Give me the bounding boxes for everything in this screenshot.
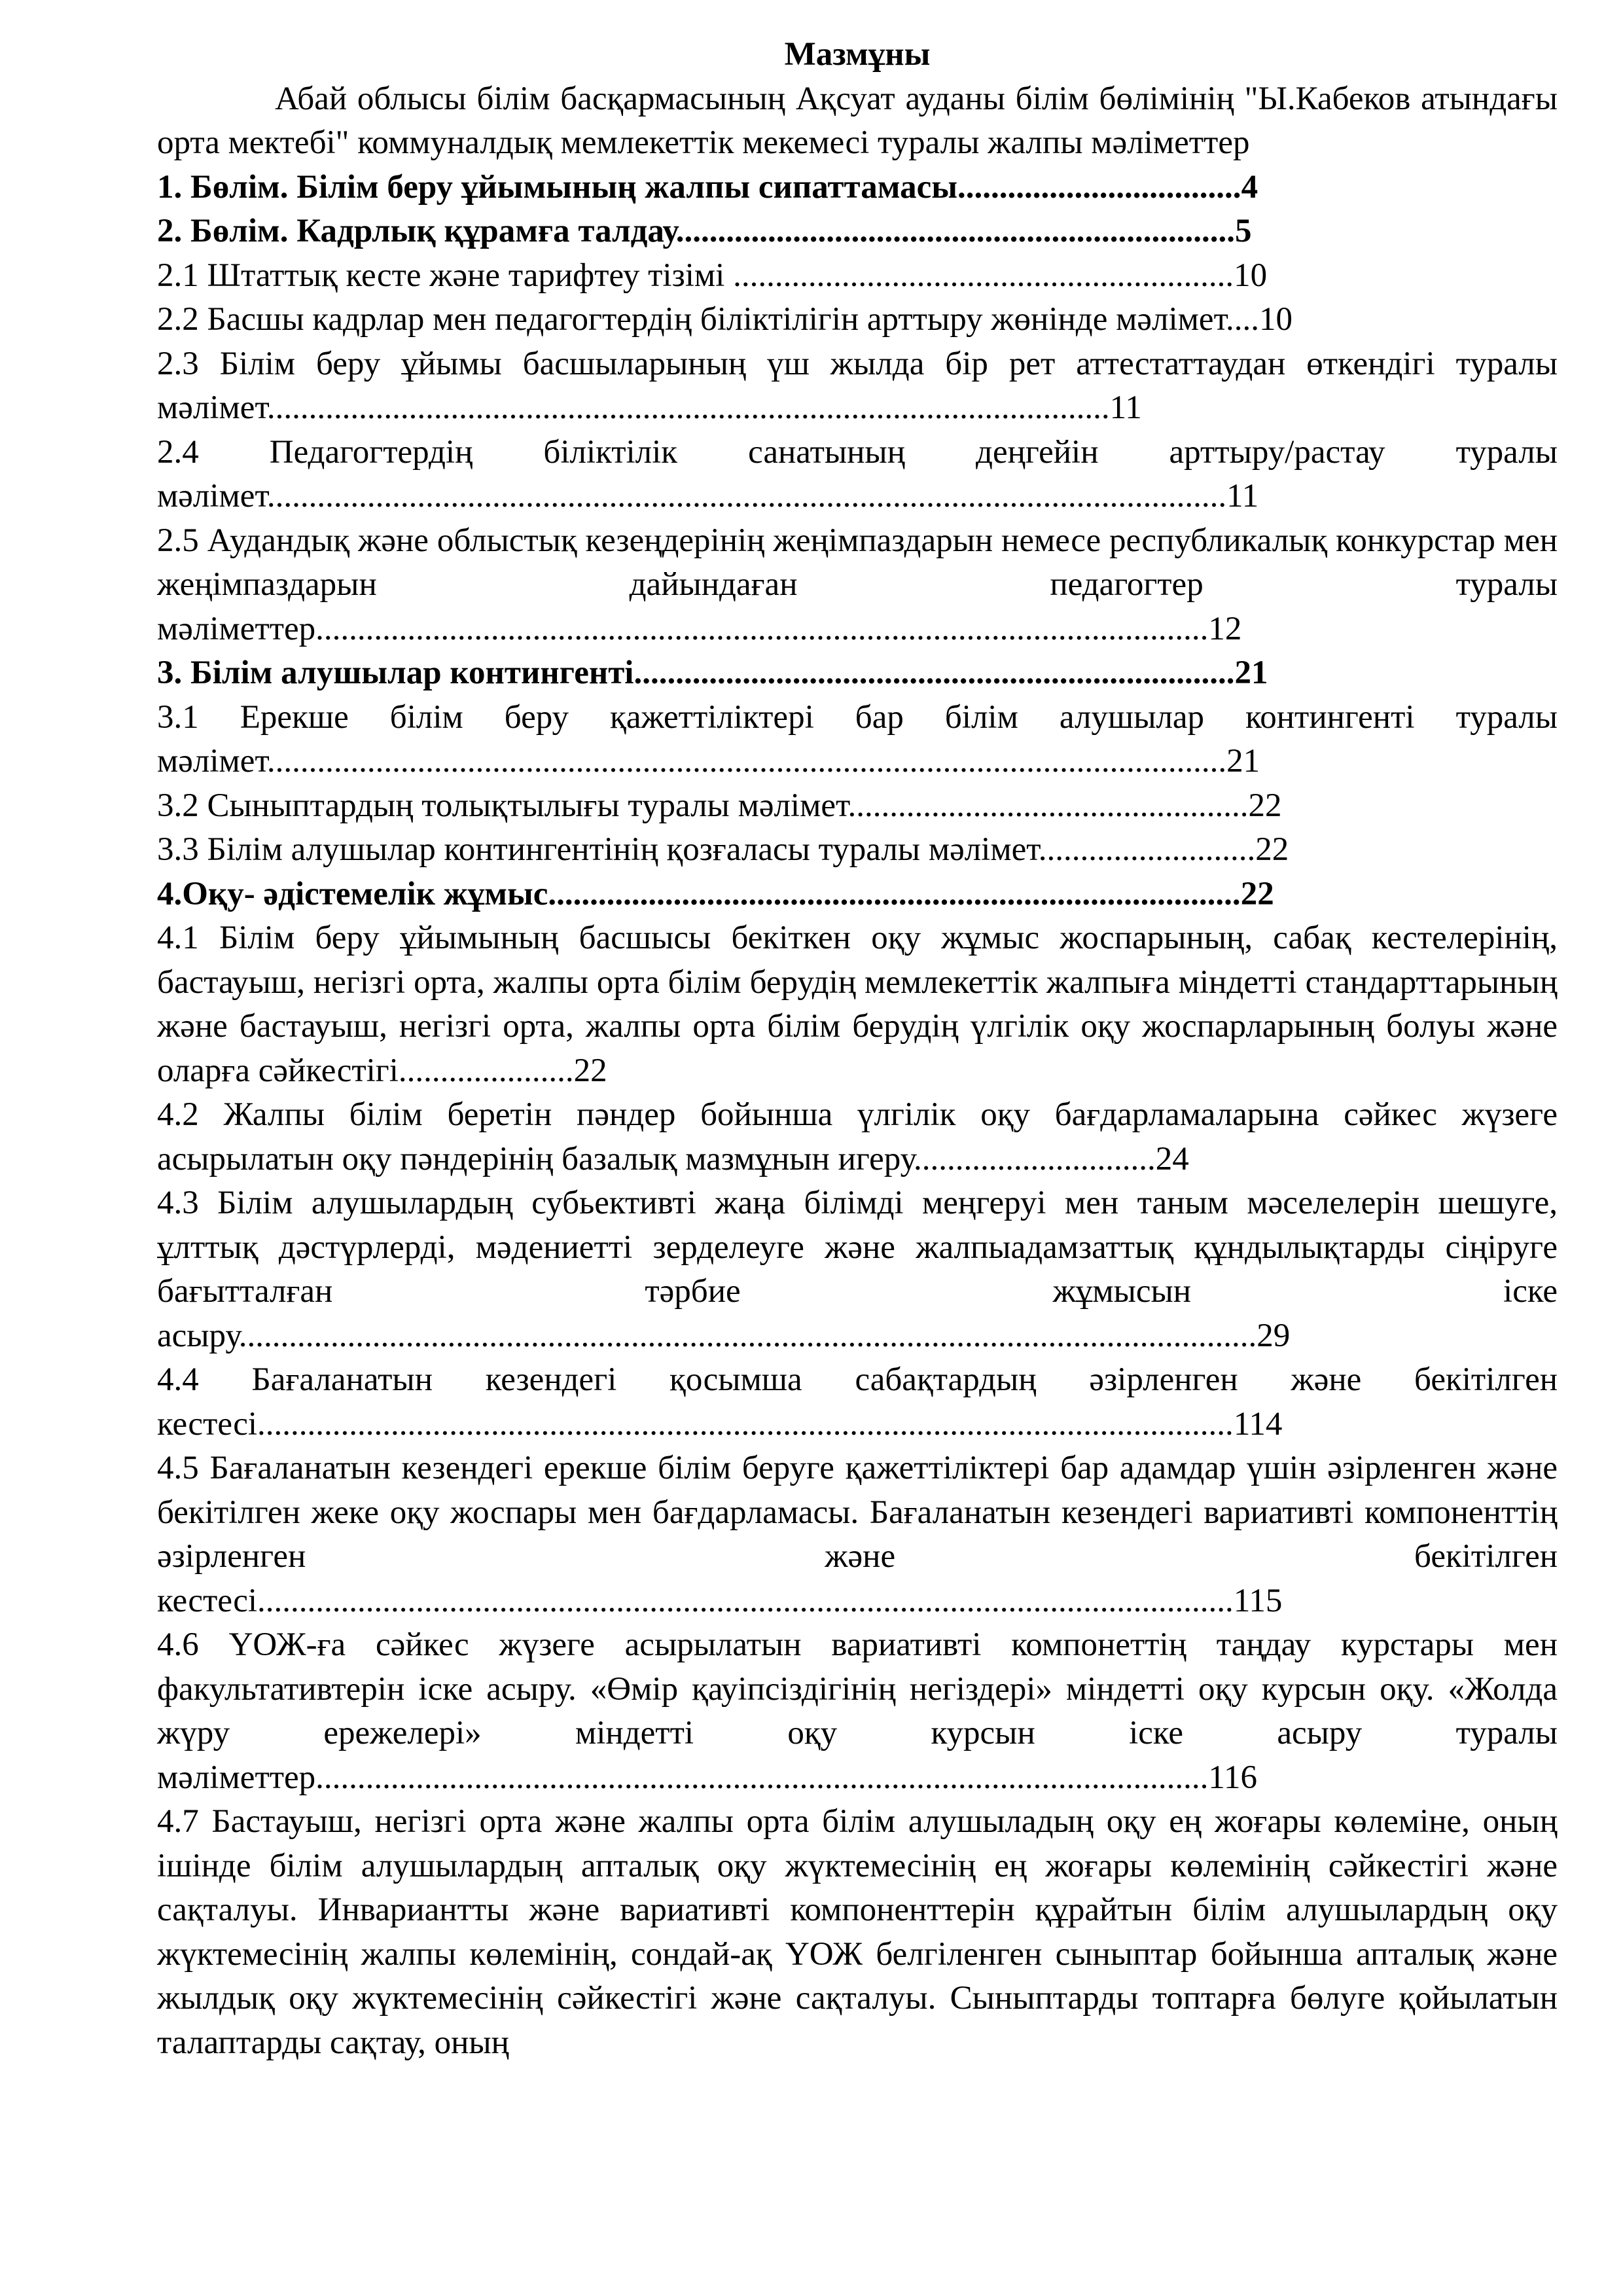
toc-entry-page: 21 [1226, 743, 1260, 780]
toc-entry-2-5[interactable] [157, 519, 1558, 652]
toc-entry-text: 2.3 Білім беру ұйымы басшыларының үш жылда бір рет аттестаттаудан өткендігі туралы мәлімет..................................................................................................... [157, 345, 1558, 426]
toc-entry-2-1[interactable] [157, 254, 1558, 298]
toc-entry-text: 2.4 Педагогтердің біліктілік санатының деңгейін арттыру/растау туралы мәлімет................................................................................................................... [157, 433, 1558, 514]
toc-entry-text: 3.3 Білім алушылар контингентінің қозғаласы туралы мәлімет.......................... [157, 831, 1256, 868]
toc-entry-page: 11 [1226, 478, 1259, 514]
toc-entry-text: 2.1 Штаттық кесте және тарифтеу тізімі ............................................................ [157, 257, 1234, 294]
toc-entry-page: 114 [1233, 1405, 1283, 1443]
toc-entry-text: 2. Бөлім. Кадрлық құрамға талдау................................................................... [157, 213, 1235, 249]
toc-entry-4[interactable] [157, 872, 1558, 917]
toc-entry-text: 4.2 Жалпы білім беретін пәндер бойынша үлгілік оқу бағдарламаларына сәйкес жүзеге асырылатын оқу пәндерінің базалық мазмұнын игеру............................. [157, 1096, 1558, 1177]
toc-entry-page: 4 [1241, 168, 1258, 206]
toc-entry-page: 21 [1234, 655, 1268, 691]
toc-entry-page: 12 [1208, 610, 1242, 647]
toc-entry-page: 116 [1208, 1759, 1258, 1796]
toc-entry-text: 4.4 Бағаланатын кезендегі қосымша сабақтардың әзірленген және бекітілген кестесі..................................................................................................................... [157, 1361, 1558, 1443]
toc-entry-page: 24 [1155, 1140, 1189, 1177]
toc-entry-text: 2.5 Аудандық және облыстық кезеңдерінің жеңімпаздарын немесе республикалық конкурстар мен жеңімпаздарын дайындаған педагогтер туралы мәліметтер........................................................................................................... [157, 522, 1558, 647]
toc-entry-4-3[interactable] [157, 1181, 1558, 1358]
toc-entry-4-4[interactable] [157, 1358, 1558, 1446]
toc-entry-4-2[interactable] [157, 1093, 1558, 1181]
toc-entry-text: 1. Бөлім. Білім беру ұйымының жалпы сипаттамасы.................................. [157, 168, 1241, 206]
toc-entry-text: 4.3 Білім алушылардың субьективті жаңа білімді меңгеруі мен таным мәселелерін шешуге, ұлттық дәстүрлерді, мәдениетті зерделеуге және жалпыадамзаттық құндылықтарды сіңіруге бағытталған тәрбие жұмысын іске асыру.......................................................................................................................... [157, 1185, 1558, 1354]
document-intro: Абай облысы білім басқармасының Ақсуат ауданы білім бөлімінің "Ы.Кабеков атындағы орта мектебі" коммуналдық мемлекеттік мекемесі туралы жалпы мәліметтер [157, 80, 1558, 161]
toc-entry-2-2[interactable] [157, 298, 1558, 342]
toc-entry-text: 4.Оқу- әдістемелік жұмыс................................................................................... [157, 875, 1241, 912]
toc-entry-4-1[interactable] [157, 916, 1558, 1093]
toc-entry-3-1[interactable] [157, 696, 1558, 784]
toc-entry-page: 22 [1248, 787, 1282, 824]
toc-entry-text: 4.1 Білім беру ұйымының басшысы бекіткен оқу жұмыс жоспарының, сабақ кестелерінің, бастауыш, негізгі орта, жалпы орта білім берудің мемлекеттік жалпыға міндетті стандарттарының және бастауыш, негізгі орта, жалпы орта білім берудің үлгілік оқу жоспарларының болуы және оларға сәйкестігі..................... [157, 920, 1558, 1089]
toc-entry-text: 3. Білім алушылар контингенті........................................................................ [157, 655, 1235, 691]
document-page [157, 33, 1558, 2065]
toc-entry-page: 115 [1233, 1582, 1283, 1619]
toc-entry-4-7[interactable] [157, 1800, 1558, 2065]
toc-entry-page: 22 [1255, 831, 1289, 868]
toc-entry-text: 3.2 Сыныптардың толықтылығы туралы мәлімет................................................ [157, 787, 1249, 824]
toc-entry-text: 4.5 Бағаланатын кезендегі ерекше білім беруге қажеттіліктері бар адамдар үшін әзірленген және бекітілген жеке оқу жоспары мен бағдарламасы. Бағаланатын кезендегі вариативті компоненттің әзірленген және бекітілген кестесі..................................................................................................................... [157, 1450, 1558, 1619]
document-title: Мазмұны [784, 36, 931, 73]
toc-entry-3[interactable] [157, 651, 1558, 696]
toc-entry-2-3[interactable] [157, 342, 1558, 431]
toc-entry-4-6[interactable] [157, 1623, 1558, 1800]
toc-entry-page: 22 [1240, 875, 1274, 912]
toc-entry-page: 11 [1109, 389, 1142, 426]
toc-entry-2[interactable] [157, 209, 1558, 254]
toc-entry-text: 2.2 Басшы кадрлар мен педагогтердің біліктілігін арттыру жөнінде мәлімет.... [157, 301, 1260, 338]
toc-entry-1[interactable] [157, 166, 1558, 210]
toc-entry-text: 4.6 ҮОЖ-ға сәйкес жүзеге асырылатын вариативті компонеттің таңдау курстары мен факультативтерін іске асыру. «Өмір қауіпсіздігінің негіздері» міндетті оқу курсын оқу. «Жолда жүру ережелері» міндетті оқу курсын іске асыру туралы мәліметтер........................................................................................................... [157, 1626, 1558, 1796]
toc-entry-page: 10 [1234, 257, 1268, 294]
toc-entry-2-4[interactable] [157, 431, 1558, 519]
toc-entry-4-5[interactable] [157, 1446, 1558, 1623]
toc-entry-3-2[interactable] [157, 784, 1558, 829]
toc-entry-page: 22 [573, 1052, 607, 1089]
toc-entry-3-3[interactable] [157, 828, 1558, 872]
toc-entry-text: 4.7 Бастауыш, негізгі орта және жалпы орта білім алушыладың оқу ең жоғары көлеміне, оның ішінде білім алушылардың апталық оқу жүктемесінің ең жоғары көлемінің сәйкестігі және сақталуы. Инвариантты және вариативті компоненттерін құрайтын білім алушылардың оқу жүктемесінің жалпы көлемінің, сондай-ақ ҮОЖ белгіленген сыныптар бойынша апталық және жылдық оқу жүктемесінің сәйкестігі және сақталуы. Сыныптарды топтарға бөлуге қойылатын талаптарды сақтау, оның [157, 1803, 1558, 2061]
toc-entry-text: 3.1 Ерекше білім беру қажеттіліктері бар білім алушылар контингенті туралы мәлімет................................................................................................................... [157, 698, 1558, 780]
toc-entry-page: 29 [1257, 1317, 1291, 1354]
toc-entry-page: 5 [1235, 213, 1252, 249]
toc-entry-page: 10 [1259, 301, 1293, 338]
